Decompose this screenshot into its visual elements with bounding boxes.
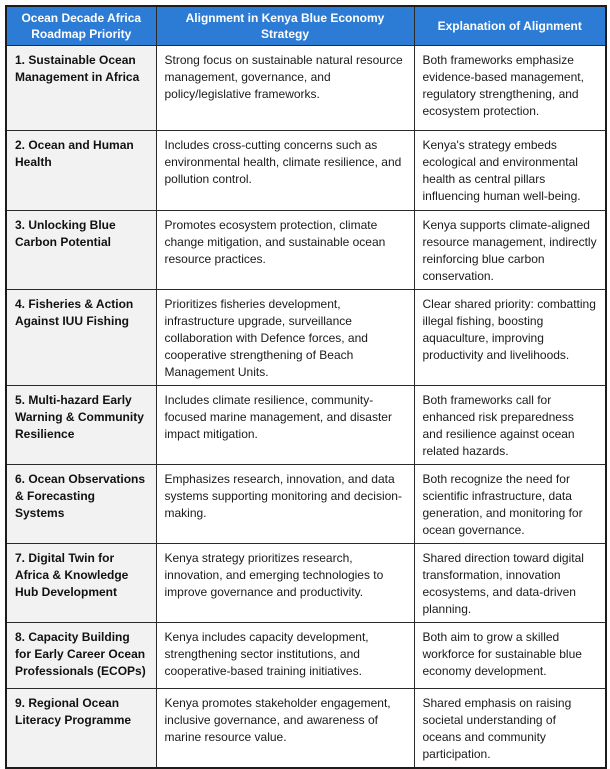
explanation-cell: Shared emphasis on raising societal understanding of oceans and community participation.	[414, 689, 606, 769]
table-row	[6, 544, 606, 623]
header-row	[6, 6, 606, 46]
table-row	[6, 210, 606, 289]
header-cell-kenya-alignment: Alignment in Kenya Blue Economy Strategy	[156, 6, 414, 46]
table-row	[6, 464, 606, 543]
alignment-cell: Prioritizes fisheries development, infrastructure upgrade, surveillance collaboration with Defence forces, and cooperative strengthening of Beach Management Units.	[156, 289, 414, 385]
explanation-cell: Kenya supports climate-aligned resource management, indirectly reinforcing blue carbon conservation.	[414, 210, 606, 289]
priority-cell: 1. Sustainable Ocean Management in Africa	[6, 46, 156, 131]
alignment-cell: Promotes ecosystem protection, climate change mitigation, and sustainable ocean resource practices.	[156, 210, 414, 289]
alignment-cell: Kenya promotes stakeholder engagement, inclusive governance, and awareness of marine resource value.	[156, 689, 414, 769]
alignment-cell: Strong focus on sustainable natural resource management, governance, and policy/legislative frameworks.	[156, 46, 414, 131]
header-cell-explanation: Explanation of Alignment	[414, 6, 606, 46]
alignment-cell: Kenya includes capacity development, strengthening sector institutions, and cooperative-based training initiatives.	[156, 623, 414, 689]
priority-cell: 8. Capacity Building for Early Career Ocean Professionals (ECOPs)	[6, 623, 156, 689]
priority-cell: 6. Ocean Observations & Forecasting Systems	[6, 464, 156, 543]
table-row	[6, 289, 606, 385]
alignment-table	[5, 5, 607, 769]
alignment-cell: Kenya strategy prioritizes research, innovation, and emerging technologies to improve governance and productivity.	[156, 544, 414, 623]
table-row	[6, 623, 606, 689]
priority-cell: 4. Fisheries & Action Against IUU Fishing	[6, 289, 156, 385]
priority-cell: 9. Regional Ocean Literacy Programme	[6, 689, 156, 769]
priority-cell: 2. Ocean and Human Health	[6, 131, 156, 210]
alignment-cell: Emphasizes research, innovation, and data systems supporting monitoring and decision-making.	[156, 464, 414, 543]
explanation-cell: Shared direction toward digital transformation, innovation ecosystems, and data-driven planning.	[414, 544, 606, 623]
table-row	[6, 46, 606, 131]
alignment-cell: Includes climate resilience, community-focused marine management, and disaster impact mitigation.	[156, 385, 414, 464]
explanation-cell: Kenya's strategy embeds ecological and environmental health as central pillars influencing human well-being.	[414, 131, 606, 210]
explanation-cell: Both frameworks emphasize evidence-based management, regulatory strengthening, and ecosystem protection.	[414, 46, 606, 131]
table-row	[6, 689, 606, 769]
alignment-cell: Includes cross-cutting concerns such as environmental health, climate resilience, and pollution control.	[156, 131, 414, 210]
explanation-cell: Clear shared priority: combatting illegal fishing, boosting aquaculture, improving productivity and livelihoods.	[414, 289, 606, 385]
priority-cell: 5. Multi-hazard Early Warning & Community Resilience	[6, 385, 156, 464]
explanation-cell: Both aim to grow a skilled workforce for sustainable blue economy development.	[414, 623, 606, 689]
explanation-cell: Both recognize the need for scientific infrastructure, data generation, and monitoring for ocean governance.	[414, 464, 606, 543]
priority-cell: 7. Digital Twin for Africa & Knowledge Hub Development	[6, 544, 156, 623]
explanation-cell: Both frameworks call for enhanced risk preparedness and resilience against ocean related hazards.	[414, 385, 606, 464]
priority-cell: 3. Unlocking Blue Carbon Potential	[6, 210, 156, 289]
header-cell-roadmap-priority: Ocean Decade Africa Roadmap Priority	[6, 6, 156, 46]
table-row	[6, 385, 606, 464]
table-row	[6, 131, 606, 210]
